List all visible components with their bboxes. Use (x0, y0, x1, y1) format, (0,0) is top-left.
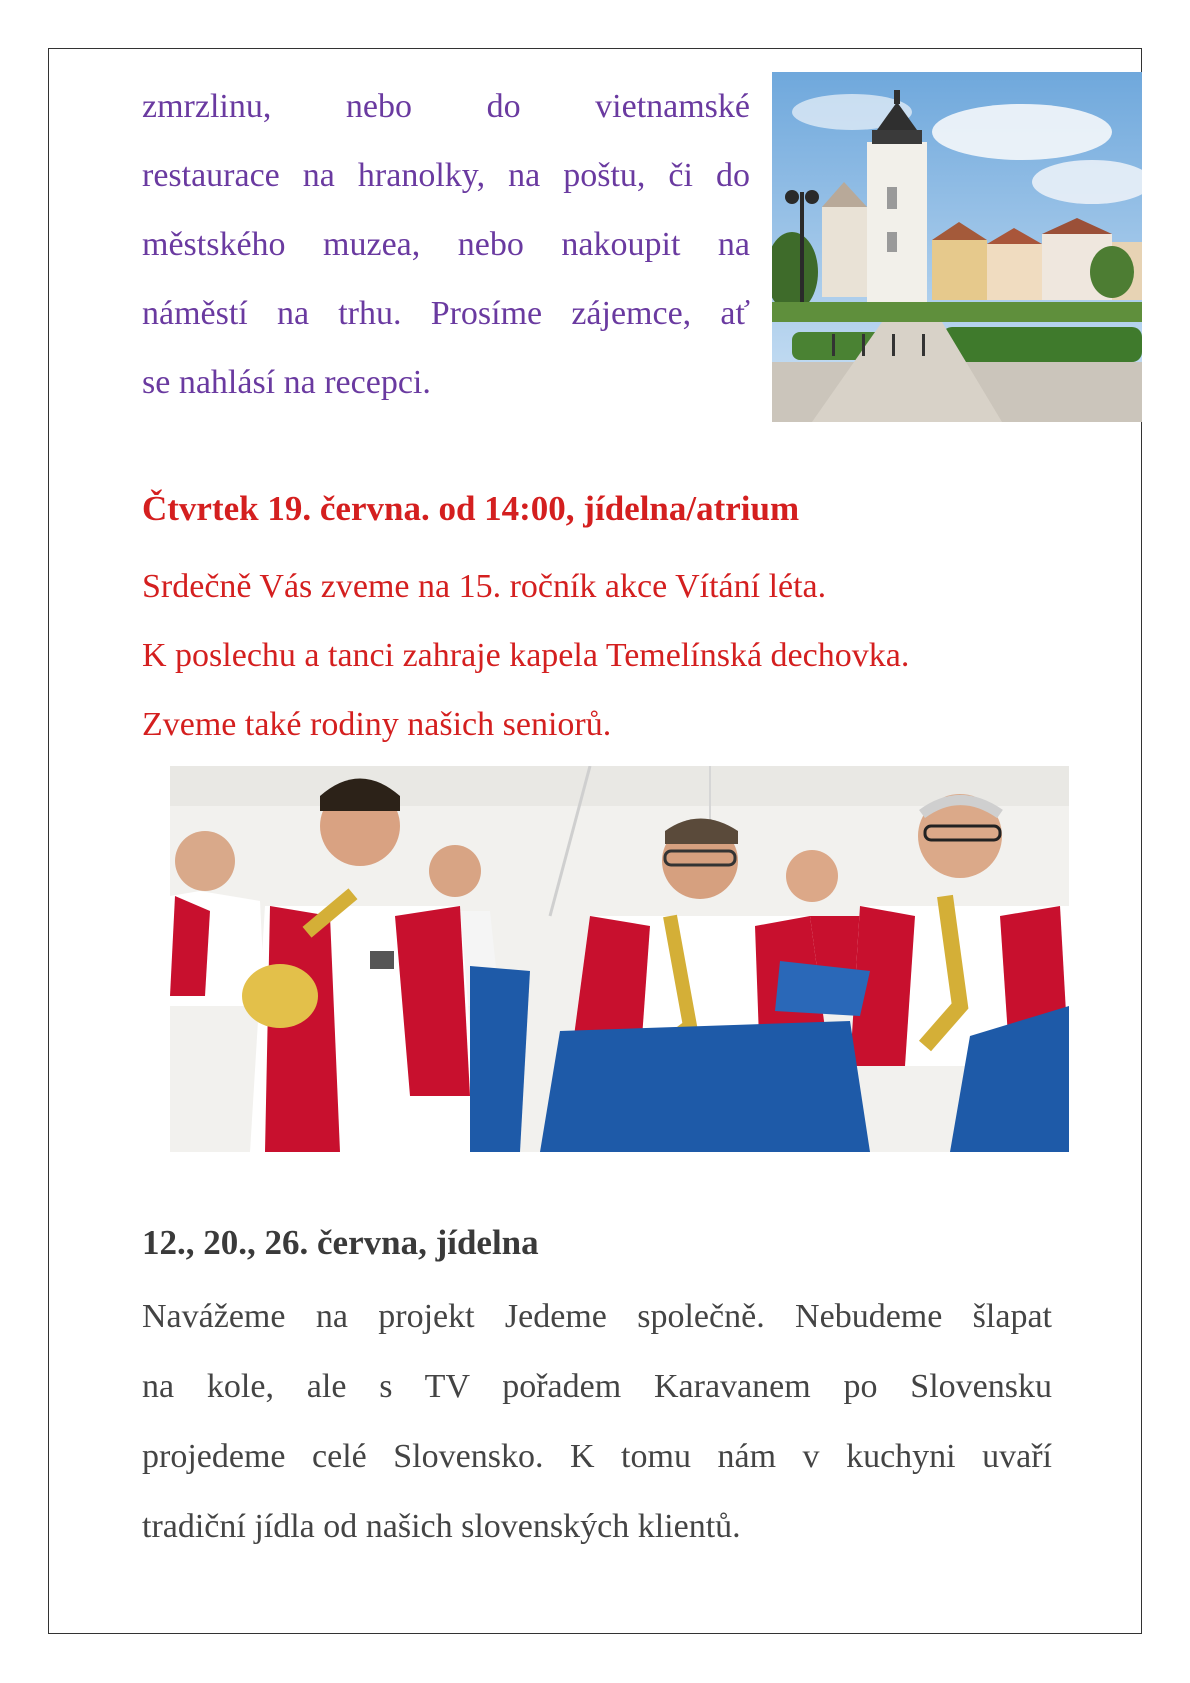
event-summer-line: Srdečně Vás zveme na 15. ročník akce Vítání léta. (142, 568, 827, 605)
event-summer-text (142, 552, 909, 759)
town-square-photo (772, 72, 1142, 422)
intro-line: restaurace na hranolky, na poštu, či do (142, 157, 750, 194)
intro-line: se nahlásí na recepci. (142, 364, 431, 401)
intro-line: městského muzea, nebo nakoupit na (142, 226, 750, 263)
event-slovakia-text (142, 1282, 1052, 1562)
intro-line: náměstí na trhu. Prosíme zájemce, ať (142, 295, 750, 332)
event-slovakia-line: tradiční jídla od našich slovenských klientů. (142, 1508, 741, 1545)
intro-line: zmrzlinu, nebo do vietnamské (142, 88, 750, 125)
event-summer-heading: Čtvrtek 19. června. od 14:00, jídelna/atrium (142, 489, 800, 528)
event-slovakia-line: projedeme celé Slovensko. K tomu nám v kuchyni uvaří (142, 1438, 1052, 1475)
intro-paragraph (142, 72, 750, 417)
event-slovakia-line: na kole, ale s TV pořadem Karavanem po Slovensku (142, 1368, 1052, 1405)
brass-band-photo (170, 766, 1069, 1152)
event-summer-line: Zveme také rodiny našich seniorů. (142, 706, 612, 743)
event-summer-line: K poslechu a tanci zahraje kapela Temelínská dechovka. (142, 637, 910, 674)
event-slovakia-heading: 12., 20., 26. června, jídelna (142, 1223, 539, 1262)
event-slovakia-line: Navážeme na projekt Jedeme společně. Nebudeme šlapat (142, 1298, 1052, 1335)
